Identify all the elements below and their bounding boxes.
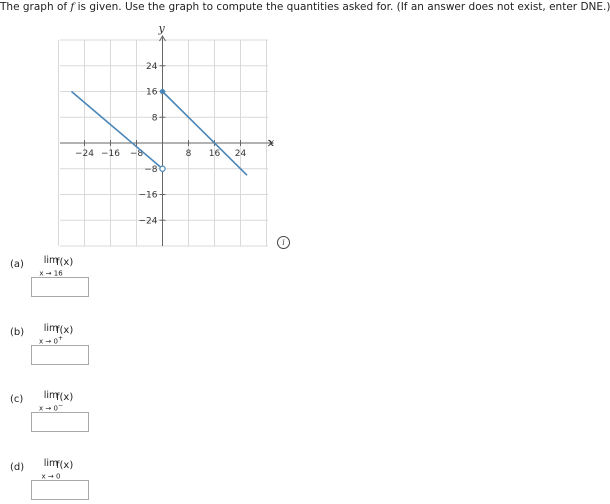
function-expression: f(x): [56, 257, 74, 268]
graph-segment-2: [163, 92, 248, 176]
answer-input-a[interactable]: [31, 277, 89, 297]
approach-text: x → 0: [39, 404, 58, 413]
answer-input-c[interactable]: [31, 412, 89, 432]
x-axis-label: x: [268, 136, 275, 149]
function-expression: f(x): [56, 392, 74, 403]
lim-word: lim: [43, 458, 59, 469]
approach-text: x → 0: [39, 337, 58, 346]
approach-text: x → 16: [39, 269, 63, 278]
y-tick-label: 24: [146, 61, 158, 72]
x-tick-label: −8: [129, 149, 144, 159]
approach-text: x → 0: [41, 472, 61, 481]
y-tick-label: −8: [144, 164, 158, 175]
prompt-function-name: f: [70, 1, 75, 13]
part-letter: (d): [10, 462, 25, 473]
y-tick-label: −16: [138, 190, 158, 201]
answer-input-d[interactable]: [31, 480, 89, 500]
closed-endpoint: [160, 89, 165, 94]
graph-lines: [72, 89, 248, 175]
approach-side: −: [57, 402, 63, 409]
y-tick-label: 8: [151, 113, 158, 124]
x-tick-label: 16: [208, 149, 221, 159]
lim-word: lim: [43, 323, 59, 334]
part-letter: (c): [10, 394, 24, 405]
y-axis-label: y: [158, 22, 165, 35]
prompt-lead: The graph of: [0, 1, 71, 13]
prompt-rest: is given. Use the graph to compute the quantities asked for. (If an answer does not exist, enter DNE.): [74, 1, 610, 13]
graph-axes: [60, 22, 275, 246]
x-tick-label: 8: [185, 149, 192, 159]
function-expression: f(x): [56, 325, 74, 336]
y-tick-label: −24: [138, 216, 158, 227]
info-icon[interactable]: i: [277, 236, 290, 249]
part-letter: (b): [10, 327, 25, 338]
approach-side: +: [57, 335, 63, 342]
x-tick-label: −16: [101, 149, 120, 159]
open-endpoint: [160, 166, 165, 171]
y-tick-label: 16: [146, 87, 158, 98]
x-tick-label: −24: [75, 149, 94, 159]
lim-word: lim: [43, 255, 59, 266]
graph-ticks: [75, 62, 246, 227]
answer-input-b[interactable]: [31, 345, 89, 365]
function-expression: f(x): [56, 460, 74, 471]
part-letter: (a): [10, 259, 24, 270]
x-tick-label: 24: [234, 149, 247, 159]
lim-word: lim: [43, 390, 59, 401]
